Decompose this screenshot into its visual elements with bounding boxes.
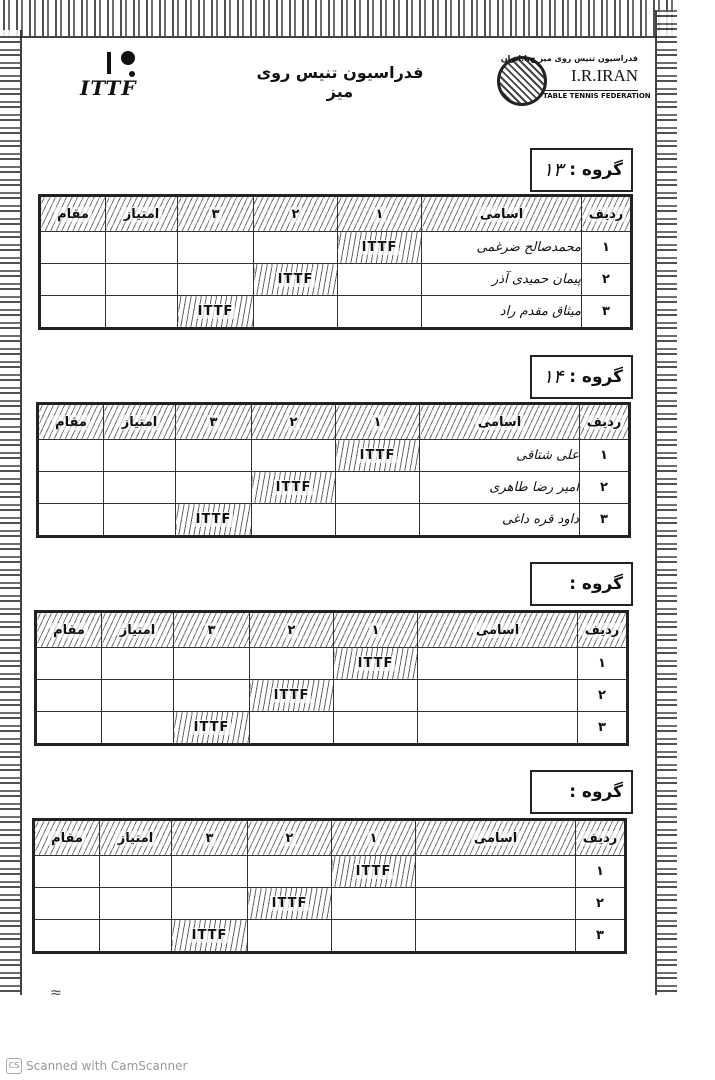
points-cell[interactable] bbox=[104, 472, 176, 504]
row-number: ۱ bbox=[582, 232, 632, 264]
header-col3 bbox=[176, 404, 252, 440]
camscanner-icon: CS bbox=[6, 1058, 22, 1074]
self-match-cell bbox=[334, 648, 418, 680]
ittf-cell-mark: ITTF bbox=[271, 896, 308, 911]
player-name-cell[interactable] bbox=[416, 856, 576, 888]
header-col1 bbox=[336, 404, 420, 440]
rank-cell[interactable] bbox=[40, 296, 106, 329]
scanner-watermark bbox=[6, 1058, 187, 1074]
ittf-cell-mark: ITTF bbox=[359, 448, 396, 463]
rank-cell[interactable] bbox=[38, 504, 104, 537]
score-cell-3[interactable] bbox=[176, 440, 252, 472]
header-col2 bbox=[248, 820, 332, 856]
group-number: ۱۳ bbox=[542, 159, 564, 181]
rank-cell[interactable] bbox=[40, 232, 106, 264]
player-name-cell[interactable]: علی شتاقی bbox=[420, 440, 580, 472]
score-cell-3[interactable] bbox=[176, 472, 252, 504]
header-text: ردیف bbox=[580, 831, 621, 846]
header-points bbox=[100, 820, 172, 856]
score-cell-1[interactable] bbox=[334, 712, 418, 745]
rank-cell[interactable] bbox=[38, 472, 104, 504]
row-number: ۲ bbox=[576, 888, 626, 920]
header-text: ۲ bbox=[283, 831, 297, 846]
self-match-cell bbox=[332, 856, 416, 888]
header-text: ۱ bbox=[371, 415, 385, 430]
header-text: اسامی bbox=[477, 207, 526, 222]
header-text: امتیاز bbox=[117, 623, 158, 638]
score-cell-2[interactable] bbox=[248, 920, 332, 953]
header-col1 bbox=[332, 820, 416, 856]
header-text: اسامی bbox=[475, 415, 524, 430]
header-col2 bbox=[254, 196, 338, 232]
self-match-cell bbox=[174, 712, 250, 745]
ittf-cell-mark: ITTF bbox=[195, 512, 232, 527]
self-match-cell bbox=[172, 920, 248, 953]
rank-cell[interactable] bbox=[34, 888, 100, 920]
ittf-cell-mark: ITTF bbox=[355, 864, 392, 879]
header-text: مقام bbox=[54, 207, 92, 222]
group-2-label bbox=[530, 355, 633, 399]
ittf-cell-mark: ITTF bbox=[361, 240, 398, 255]
score-cell-3[interactable] bbox=[174, 648, 250, 680]
row-number: ۲ bbox=[582, 264, 632, 296]
self-match-cell bbox=[252, 472, 336, 504]
header-text: امتیاز bbox=[119, 415, 160, 430]
ittf-cell-mark: ITTF bbox=[193, 720, 230, 735]
table-row bbox=[38, 440, 630, 472]
header-names bbox=[416, 820, 576, 856]
points-cell[interactable] bbox=[100, 888, 172, 920]
rank-cell[interactable] bbox=[40, 264, 106, 296]
points-cell[interactable] bbox=[106, 296, 178, 329]
player-name-cell[interactable] bbox=[418, 648, 578, 680]
header-col2 bbox=[250, 612, 334, 648]
table-row bbox=[40, 232, 632, 264]
player-name-cell[interactable]: امیر رضا طاهری bbox=[420, 472, 580, 504]
header-text: ۲ bbox=[285, 623, 299, 638]
rank-cell[interactable] bbox=[36, 648, 102, 680]
decorative-border-left bbox=[0, 30, 22, 995]
player-name-cell[interactable] bbox=[418, 680, 578, 712]
header-text: ۳ bbox=[207, 415, 221, 430]
score-cell-1[interactable] bbox=[332, 920, 416, 953]
row-number: ۳ bbox=[582, 296, 632, 329]
table-row bbox=[38, 472, 630, 504]
player-name-cell[interactable]: داود قره داغی bbox=[420, 504, 580, 537]
federation-country: I.R.IRAN bbox=[570, 66, 638, 85]
group-label-text: گروه : bbox=[569, 367, 623, 387]
group-4-table bbox=[32, 818, 627, 954]
header-names bbox=[418, 612, 578, 648]
table-row bbox=[36, 680, 628, 712]
points-cell[interactable] bbox=[106, 264, 178, 296]
federation-name-fa: فدراسیون تنیس روی میز ج.ا.ایران bbox=[500, 54, 638, 63]
table-row bbox=[34, 888, 626, 920]
score-cell-2[interactable] bbox=[250, 712, 334, 745]
score-cell-1[interactable] bbox=[336, 504, 420, 537]
score-cell-3[interactable] bbox=[172, 888, 248, 920]
header-text: مقام bbox=[48, 831, 86, 846]
pen-mark: ≈ bbox=[50, 985, 62, 1001]
row-number: ۲ bbox=[580, 472, 630, 504]
self-match-cell bbox=[336, 440, 420, 472]
header-col3 bbox=[174, 612, 250, 648]
rank-cell[interactable] bbox=[34, 920, 100, 953]
row-number: ۱ bbox=[578, 648, 628, 680]
row-number: ۱ bbox=[576, 856, 626, 888]
table-row bbox=[34, 920, 626, 953]
header-text: ردیف bbox=[584, 415, 625, 430]
group-number: ۱۴ bbox=[542, 366, 564, 388]
group-1-table bbox=[38, 194, 633, 330]
score-cell-1[interactable] bbox=[338, 264, 422, 296]
table-row bbox=[34, 856, 626, 888]
header-row-no bbox=[580, 404, 630, 440]
header-text: ۳ bbox=[205, 623, 219, 638]
ittf-cell-mark: ITTF bbox=[277, 272, 314, 287]
ittf-cell-mark: ITTF bbox=[197, 304, 234, 319]
header-rank bbox=[38, 404, 104, 440]
score-cell-1[interactable] bbox=[334, 680, 418, 712]
header-rank bbox=[36, 612, 102, 648]
score-cell-1[interactable] bbox=[338, 296, 422, 329]
score-cell-2[interactable] bbox=[252, 504, 336, 537]
group-3-table bbox=[34, 610, 629, 746]
header-text: اسامی bbox=[471, 831, 520, 846]
federation-name-en: TABLE TENNIS FEDERATION bbox=[543, 92, 651, 100]
points-cell[interactable] bbox=[100, 920, 172, 953]
ittf-logo bbox=[80, 48, 150, 108]
self-match-cell bbox=[248, 888, 332, 920]
group-1-label bbox=[530, 148, 633, 192]
self-match-cell bbox=[178, 296, 254, 329]
header-text: ۳ bbox=[209, 207, 223, 222]
header-text: امتیاز bbox=[121, 207, 162, 222]
points-cell[interactable] bbox=[106, 232, 178, 264]
rank-cell[interactable] bbox=[36, 680, 102, 712]
page-title: فدراسیون تنیس روی میز bbox=[256, 63, 424, 101]
header-text: ۳ bbox=[203, 831, 217, 846]
header-names bbox=[420, 404, 580, 440]
score-cell-1[interactable] bbox=[332, 888, 416, 920]
header-names bbox=[422, 196, 582, 232]
points-cell[interactable] bbox=[102, 648, 174, 680]
header-text: اسامی bbox=[473, 623, 522, 638]
self-match-cell bbox=[176, 504, 252, 537]
player-name-cell[interactable] bbox=[418, 712, 578, 745]
header-text: مقام bbox=[52, 415, 90, 430]
header-row-no bbox=[578, 612, 628, 648]
header-text: ۱ bbox=[369, 623, 383, 638]
points-cell[interactable] bbox=[100, 856, 172, 888]
group-2-table bbox=[36, 402, 631, 538]
player-name-cell[interactable] bbox=[416, 920, 576, 953]
header-row-no bbox=[582, 196, 632, 232]
header-row-no bbox=[576, 820, 626, 856]
group-4-label bbox=[530, 770, 633, 814]
player-name-cell[interactable]: میثاق مقدم راد bbox=[422, 296, 582, 329]
score-cell-2[interactable] bbox=[250, 648, 334, 680]
header-points bbox=[104, 404, 176, 440]
header-text: ۲ bbox=[287, 415, 301, 430]
table-row bbox=[38, 504, 630, 537]
points-cell[interactable] bbox=[104, 504, 176, 537]
score-cell-3[interactable] bbox=[178, 232, 254, 264]
header-text: ردیف bbox=[586, 207, 627, 222]
decorative-border-top bbox=[0, 0, 675, 38]
header-col2 bbox=[252, 404, 336, 440]
table-row bbox=[36, 712, 628, 745]
row-number: ۳ bbox=[578, 712, 628, 745]
header-col1 bbox=[338, 196, 422, 232]
player-name-cell[interactable]: محمدصالح ضرغمی bbox=[422, 232, 582, 264]
header-text: ۲ bbox=[289, 207, 303, 222]
score-cell-2[interactable] bbox=[248, 856, 332, 888]
row-number: ۲ bbox=[578, 680, 628, 712]
score-cell-2[interactable] bbox=[254, 232, 338, 264]
ittf-logo-text: ITTF bbox=[80, 76, 137, 100]
header-text: ۱ bbox=[373, 207, 387, 222]
header-points bbox=[102, 612, 174, 648]
ittf-cell-mark: ITTF bbox=[357, 656, 394, 671]
table-row bbox=[36, 648, 628, 680]
row-number: ۳ bbox=[576, 920, 626, 953]
header-text: مقام bbox=[50, 623, 88, 638]
group-label-text: گروه : bbox=[569, 160, 623, 180]
header-text: ۱ bbox=[367, 831, 381, 846]
rank-cell[interactable] bbox=[34, 856, 100, 888]
points-cell[interactable] bbox=[102, 712, 174, 745]
self-match-cell bbox=[250, 680, 334, 712]
decorative-border-right bbox=[655, 10, 677, 995]
rank-cell[interactable] bbox=[38, 440, 104, 472]
row-number: ۳ bbox=[580, 504, 630, 537]
table-row bbox=[40, 264, 632, 296]
score-cell-2[interactable] bbox=[254, 296, 338, 329]
self-match-cell bbox=[338, 232, 422, 264]
group-label-text: گروه : bbox=[569, 574, 623, 594]
player-name-cell[interactable] bbox=[416, 888, 576, 920]
federation-emblem-icon bbox=[497, 56, 547, 106]
header-col1 bbox=[334, 612, 418, 648]
scanner-text: Scanned with CamScanner bbox=[26, 1059, 188, 1073]
score-cell-3[interactable] bbox=[174, 680, 250, 712]
ittf-cell-mark: ITTF bbox=[273, 688, 310, 703]
header-text: امتیاز bbox=[115, 831, 156, 846]
score-cell-3[interactable] bbox=[172, 856, 248, 888]
score-cell-2[interactable] bbox=[252, 440, 336, 472]
header-rank bbox=[40, 196, 106, 232]
points-cell[interactable] bbox=[104, 440, 176, 472]
score-cell-1[interactable] bbox=[336, 472, 420, 504]
player-name-cell[interactable]: پیمان حمیدی آذر bbox=[422, 264, 582, 296]
score-cell-3[interactable] bbox=[178, 264, 254, 296]
header-text: ردیف bbox=[582, 623, 623, 638]
group-label-text: گروه : bbox=[569, 782, 623, 802]
rank-cell[interactable] bbox=[36, 712, 102, 745]
self-match-cell bbox=[254, 264, 338, 296]
header-col3 bbox=[178, 196, 254, 232]
points-cell[interactable] bbox=[102, 680, 174, 712]
ittf-cell-mark: ITTF bbox=[275, 480, 312, 495]
iran-federation-logo bbox=[495, 52, 651, 112]
header-points bbox=[106, 196, 178, 232]
table-row bbox=[40, 296, 632, 329]
header-rank bbox=[34, 820, 100, 856]
group-3-label bbox=[530, 562, 633, 606]
row-number: ۱ bbox=[580, 440, 630, 472]
header-col3 bbox=[172, 820, 248, 856]
ittf-cell-mark: ITTF bbox=[191, 928, 228, 943]
